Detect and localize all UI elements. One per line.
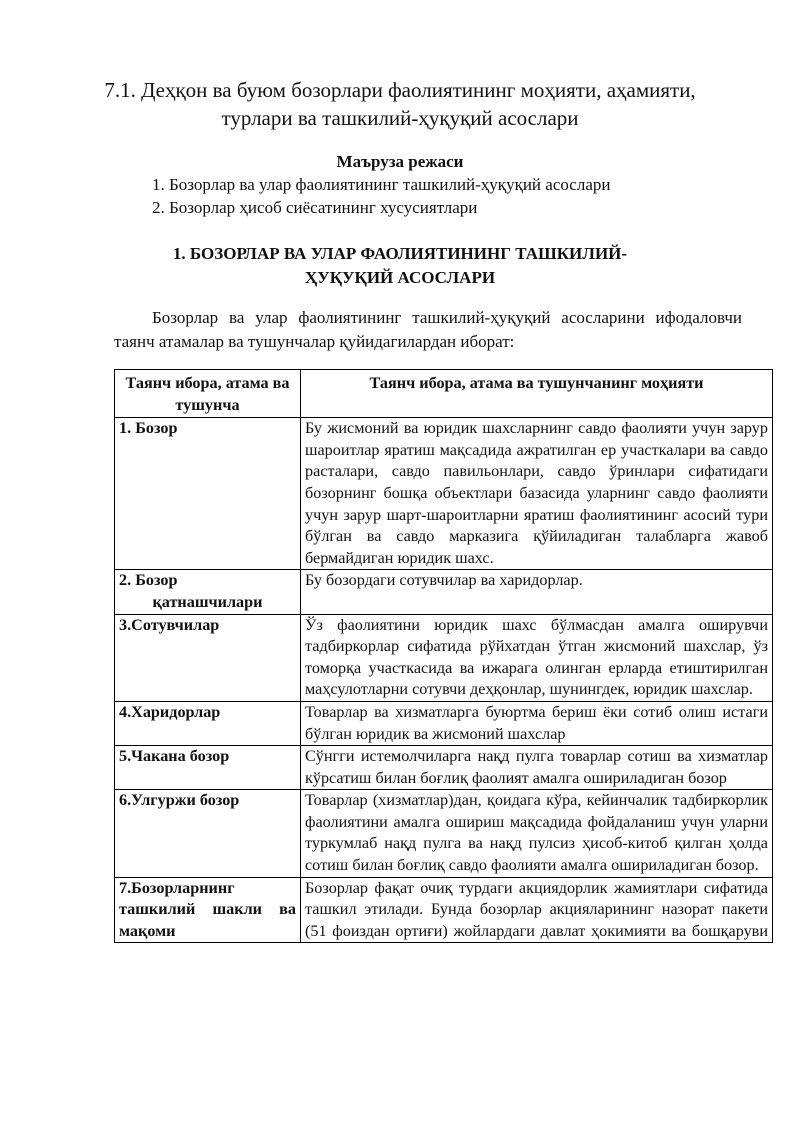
- column-header-definition: Таянч ибора, атама ва тушунчанинг моҳияти: [301, 370, 773, 418]
- definition-cell: Товарлар (хизматлар)дан, қоидага кўра, кейинчалик тадбиркорлик фаолиятини амалга ошириш мақсадида фойдаланиш учун уларни туркумлаб нақд пулга ва нақд пулсиз ҳисоб-китоб қилган ҳолда сотиш билан боғлиқ савдо фаолияти амалга ошириладиган бозор.: [301, 790, 773, 877]
- table-row: [115, 746, 773, 790]
- lecture-plan-list: [152, 173, 610, 219]
- table-row: [115, 614, 773, 701]
- definition-cell: Бу жисмоний ва юридик шахсларнинг савдо фаолияти учун зарур шароитлар яратиш мақсадида ажратилган ер участкалари ва савдо расталари, савдо павильонлари, савдо ўринлари сифатидаги бозорнинг бошқа объектлари базасида уларнинг савдо фаолияти учун зарур шарт-шароитларни яратиш фаолиятининг асосий тури бўлган ва савдо марказига қўйиладиган талабларга жавоб бермайдиган юридик шахс.: [301, 418, 773, 570]
- table-row: [115, 570, 773, 614]
- term-cell: 1. Бозор: [115, 418, 301, 570]
- table-row: [115, 701, 773, 745]
- section-heading: [100, 242, 700, 290]
- term-cell: 3.Сотувчилар: [115, 614, 301, 701]
- definition-cell: Бу бозордаги сотувчилар ва харидорлар.: [301, 570, 773, 614]
- title-line-2: турлари ва ташкилий-ҳуқуқий асослари: [221, 106, 579, 130]
- section-heading-line-1: 1. БОЗОРЛАР ВА УЛАР ФАОЛИЯТИНИНГ ТАШКИЛИЙ-: [172, 244, 628, 263]
- plan-item: 1. Бозорлар ва улар фаолиятининг ташкилий-ҳуқуқий асослари: [152, 175, 611, 194]
- terms-table: [114, 369, 773, 943]
- document-title: [60, 76, 740, 132]
- table-header-row: [115, 370, 773, 418]
- definition-cell: Ўз фаолиятини юридик шахс бўлмасдан амалга оширувчи тадбиркорлар сифатида рўйхатдан ўтган жисмоний шахслар, ўз томорқа участкасида ва ижарага олинган ерларда етиштирилган маҳсулотларни сотувчи деҳқонлар, шунингдек, юридик шахслар.: [301, 614, 773, 701]
- definition-cell: Товарлар ва хизматларга буюртма бериш ёки сотиб олиш истаги бўлган юридик ва жисмоний шахслар: [301, 701, 773, 745]
- term-cell: 7.Бозорларнинг ташкилий шакли ва мақоми: [115, 877, 301, 943]
- term-cell: 4.Харидорлар: [115, 701, 301, 745]
- title-line-1: 7.1. Деҳқон ва буюм бозорлари фаолиятининг моҳияти, аҳамияти,: [104, 78, 696, 102]
- table-row: [115, 418, 773, 570]
- column-header-term: Таянч ибора, атама ва тушунча: [115, 370, 301, 418]
- section-heading-line-2: ҲУҚУҚИЙ АСОСЛАРИ: [304, 268, 496, 287]
- term-cell: 6.Улгуржи бозор: [115, 790, 301, 877]
- lecture-plan-heading: Маъруза режаси: [336, 152, 464, 171]
- term-cell: [115, 570, 301, 614]
- term-line: 2. Бозор: [119, 571, 178, 590]
- definition-cell: Бозорлар фақат очиқ турдаги акциядорлик жамиятлари сифатида ташкил этилади. Бунда бозорлар акцияларининг назорат пакети (51 фоиздан ортиғи) жойлардаги давлат ҳокимияти ва бошқаруви: [301, 877, 773, 943]
- table-row: [115, 790, 773, 877]
- table-row: [115, 877, 773, 943]
- definition-cell: Сўнгги истемолчиларга нақд пулга товарлар сотиш ва хизматлар кўрсатиш билан боғлиқ фаолият амалга ошириладиган бозор: [301, 746, 773, 790]
- intro-paragraph: Бозорлар ва улар фаолиятининг ташкилий-ҳуқуқий асосларини ифодаловчи таянч атамалар ва тушунчалар қуйидагилардан иборат:: [114, 308, 742, 351]
- term-cell: 5.Чакана бозор: [115, 746, 301, 790]
- term-line: қатнашчилари: [152, 592, 263, 611]
- plan-item: 2. Бозорлар ҳисоб сиёсатининг хусусиятлари: [152, 198, 478, 217]
